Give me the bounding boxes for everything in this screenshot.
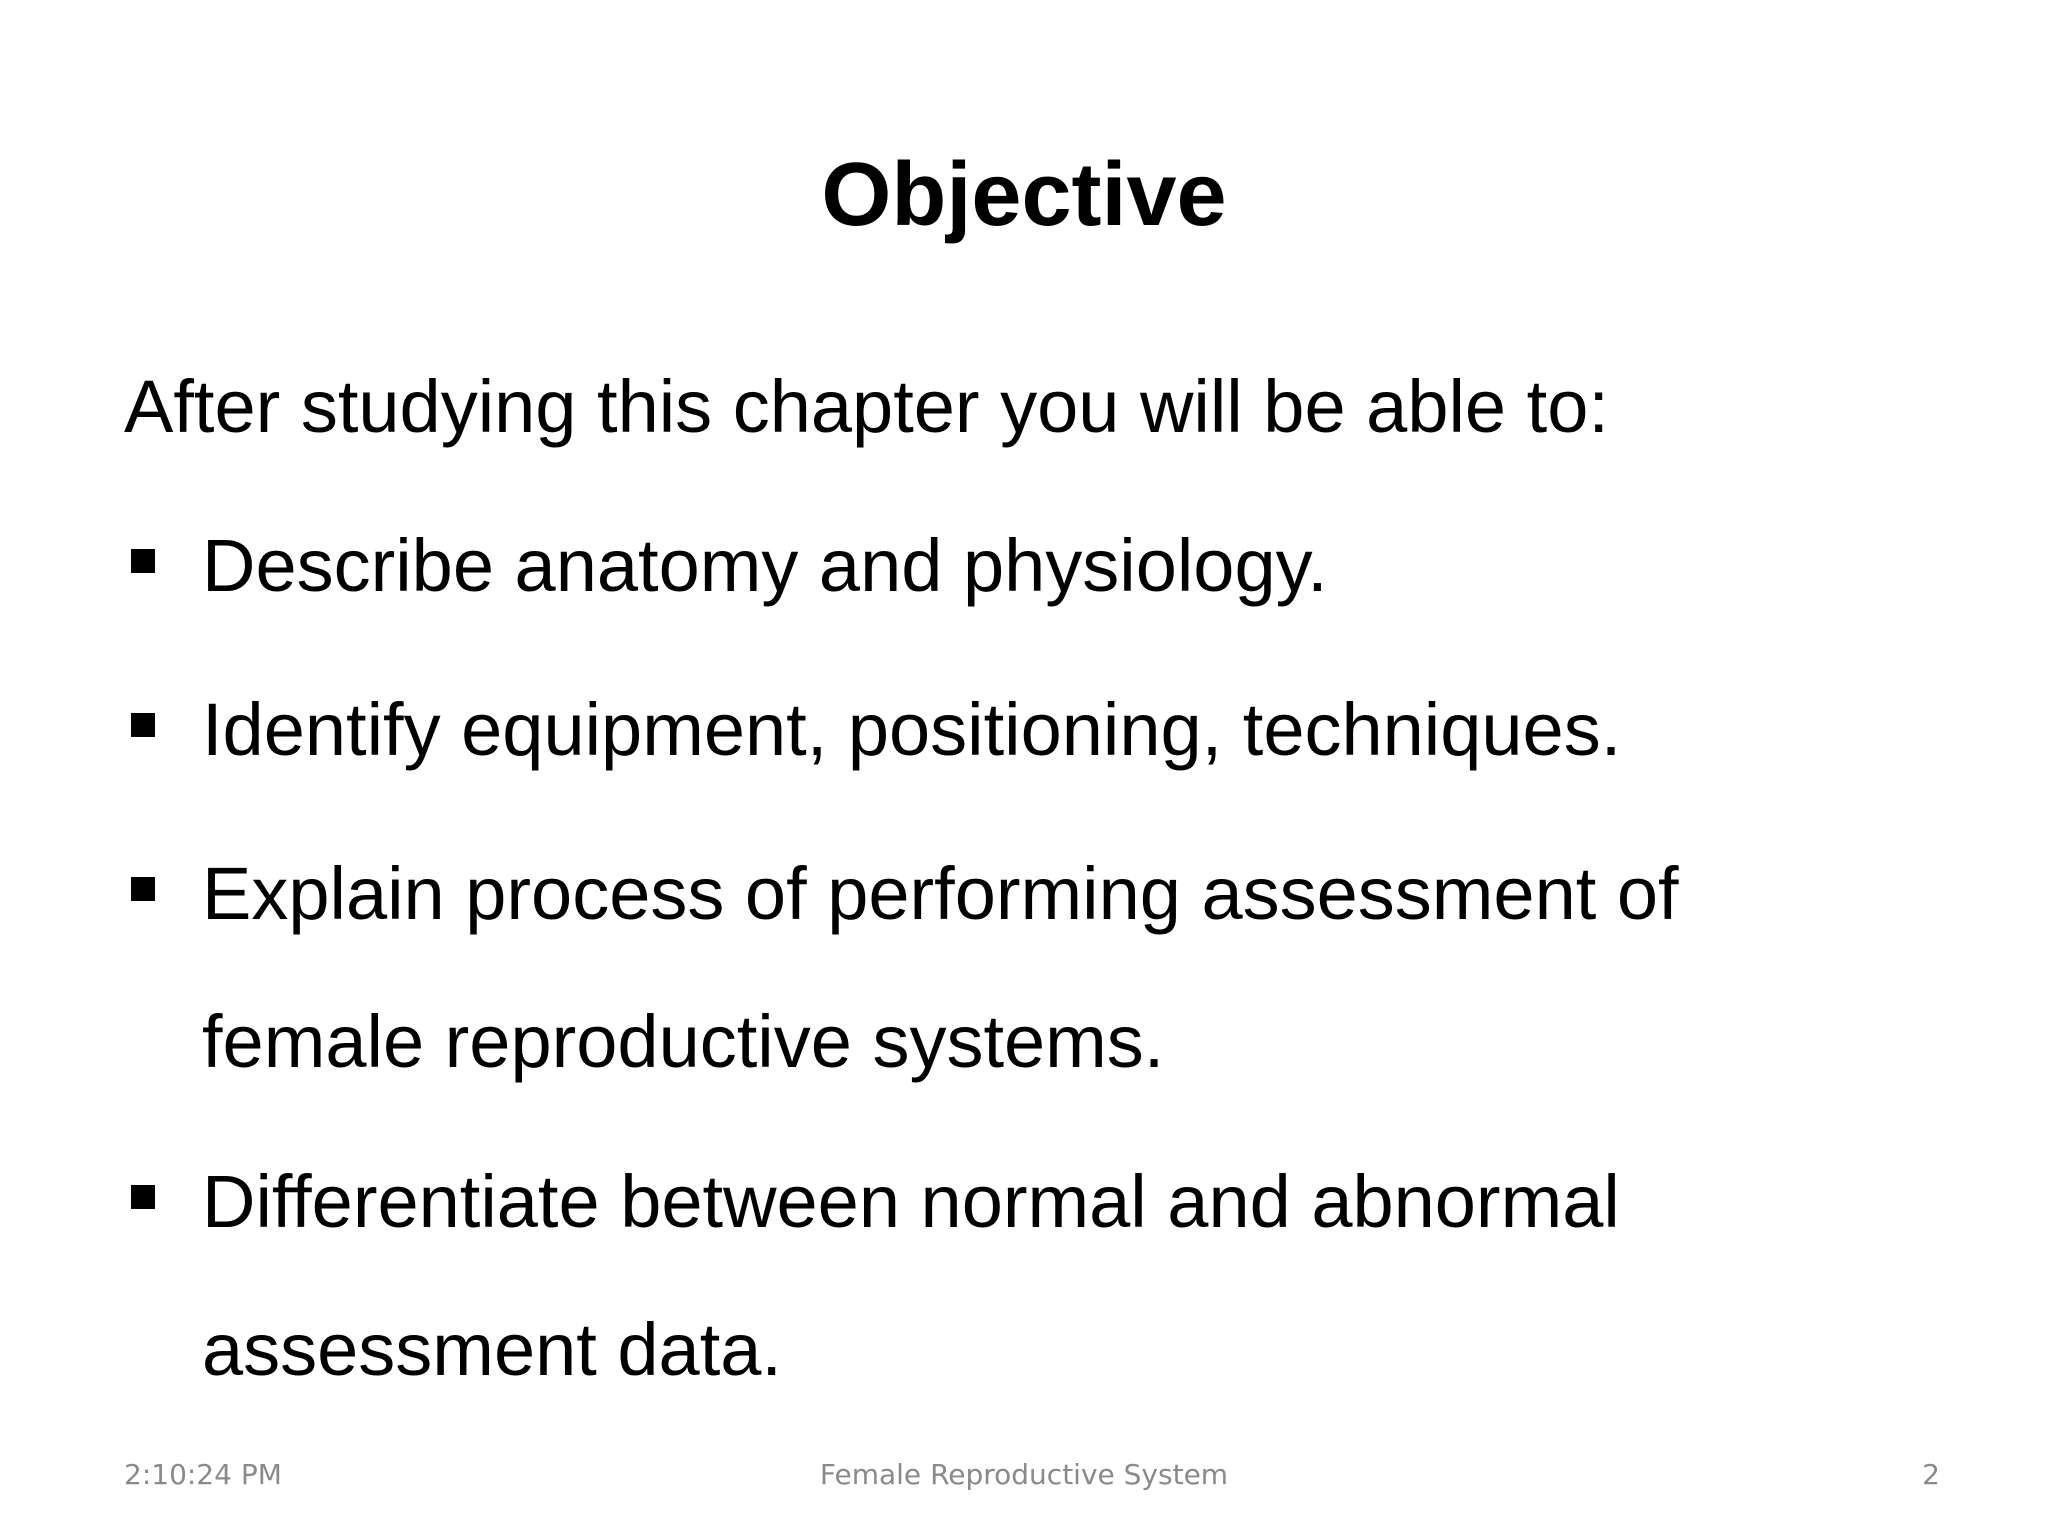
bullet-text: Differentiate between normal and abnormal assessment data. <box>202 1160 1620 1391</box>
slide-title: Objective <box>821 145 1227 245</box>
footer-time: 2:10:24 PM <box>124 1458 282 1491</box>
bullet-text: Explain process of performing assessment of female reproductive systems. <box>202 852 1679 1083</box>
bullet-text: Identify equipment, positioning, techniques. <box>202 688 1622 771</box>
square-bullet-icon <box>131 713 155 737</box>
page-number: 2 <box>1922 1458 1940 1491</box>
bullet-text: Describe anatomy and physiology. <box>202 524 1328 607</box>
square-bullet-icon <box>131 877 155 901</box>
footer-title: Female Reproductive System <box>819 1458 1229 1491</box>
intro-text: After studying this chapter you will be able to: <box>124 365 1609 448</box>
square-bullet-icon <box>131 1185 155 1209</box>
square-bullet-icon <box>131 549 155 573</box>
